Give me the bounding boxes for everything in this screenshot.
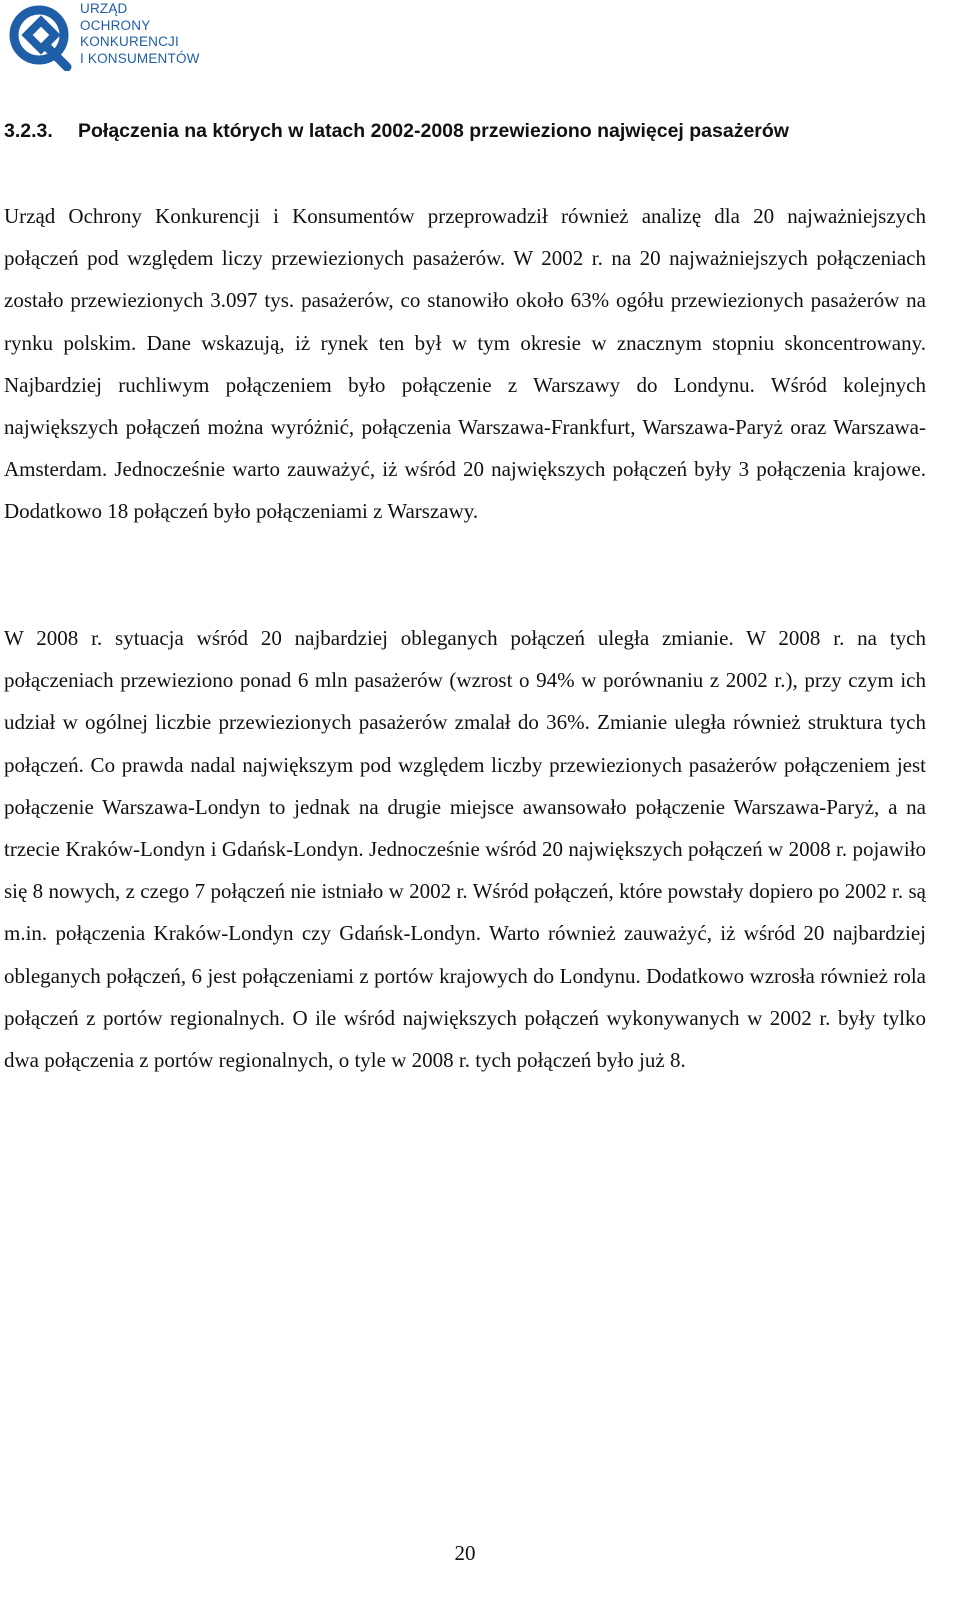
body-paragraph: Urząd Ochrony Konkurencji i Konsumentów przeprowadził również analizę dla 20 najważniejszych połączeń pod względem liczy przewiezionych pasażerów. W 2002 r. na 20 najważniejszych połączeniach zostało przewiezionych 3.097 tys. pasażerów, co stanowiło około 63% ogółu przewiezionych pasażerów na rynku polskim. Dane wskazują, iż rynek ten był w tym okresie w znacznym stopniu skoncentrowany. Najbardziej ruchliwym połączeniem było połączenie z Warszawy do Londynu. Wśród kolejnych największych połączeń można wyróżnić, połączenia Warszawa-Frankfurt, Warszawa-Paryż oraz Warszawa-Amsterdam. Jednocześnie warto zauważyć, iż wśród 20 największych połączeń były 3 połączenia krajowe. Dodatkowo 18 połączeń było połączeniami z Warszawy. <box>4 204 926 524</box>
logo-line: URZĄD <box>80 1 128 16</box>
logo-line: KONKURENCJI <box>80 34 179 49</box>
section-heading <box>4 120 944 143</box>
uokik-logo-icon <box>7 3 75 71</box>
page-number: 20 <box>454 1541 476 1565</box>
section-title: Połączenia na których w latach 2002-2008 przewieziono najwięcej pasażerów <box>78 120 789 142</box>
uokik-logo <box>7 3 200 71</box>
logo-wordmark <box>80 1 200 67</box>
logo-line: OCHRONY <box>80 17 151 33</box>
logo-line: I KONSUMENTÓW <box>80 50 200 66</box>
section-number: 3.2.3. <box>4 120 53 142</box>
body-paragraph: W 2008 r. sytuacja wśród 20 najbardziej obleganych połączeń uległa zmianie. W 2008 r. na tych połączeniach przewieziono ponad 6 mln pasażerów (wzrost o 94% w porównaniu z 2002 r.), przy czym ich udział w ogólnej liczbie przewiezionych pasażerów zmalał do 36%. Zmianie uległa również struktura tych połączeń. Co prawda nadal największym pod względem liczby przewiezionych pasażerów połączeniem jest połączenie Warszawa-Londyn to jednak na drugie miejsce awansowało połączenie Warszawa-Paryż, a na trzecie Kraków-Londyn i Gdańsk-Londyn. Jednocześnie wśród 20 największych połączeń w 2008 r. pojawiło się 8 nowych, z czego 7 połączeń nie istniało w 2002 r. Wśród połączeń, które powstały dopiero po 2002 r. są m.in. połączenia Kraków-Londyn czy Gdańsk-Londyn. Warto również zauważyć, iż wśród 20 najbardziej obleganych połączeń, 6 jest połączeniami z portów krajowych do Londynu. Dodatkowo wzrosła również rola połączeń z portów regionalnych. O ile wśród największych połączeń wykonywanych w 2002 r. były tylko dwa połączenia z portów regionalnych, o tyle w 2008 r. tych połączeń było już 8. <box>4 626 926 1073</box>
